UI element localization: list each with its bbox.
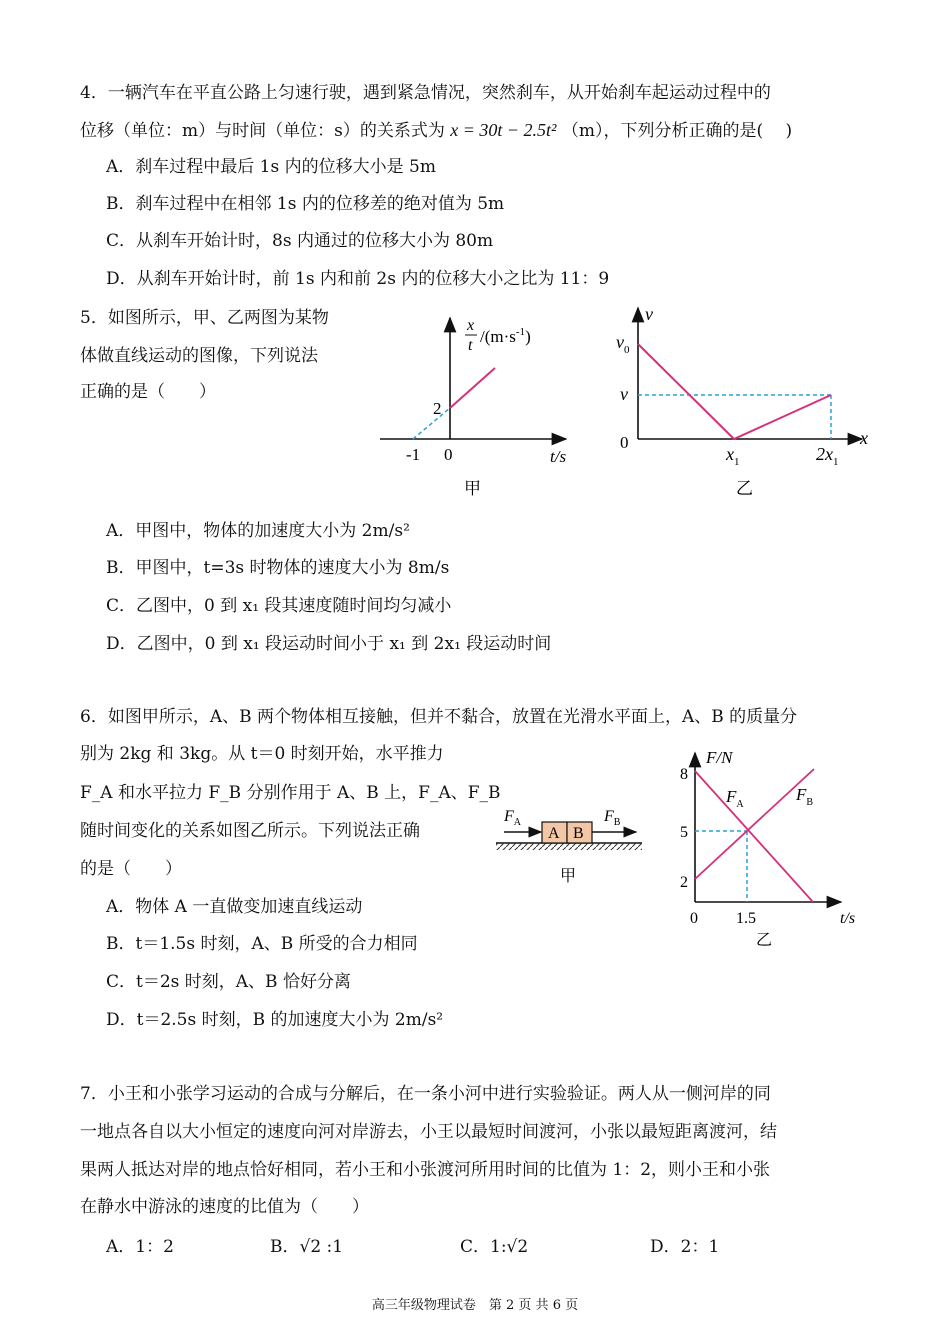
fb-line-label: $F_B$ — [796, 785, 814, 808]
q6-stem-line2: 别为 2kg 和 3kg。从 t＝0 时刻开始，水平推力 — [80, 744, 444, 764]
q7-stem-line3: 果两人抵达对岸的地点恰好相同，若小王和小张渡河所用时间的比值为 1：2，则小王和小张 — [80, 1160, 771, 1180]
q4-formula: x = 30t − 2.5t² — [450, 120, 557, 140]
yi-origin: 0 — [620, 433, 629, 452]
q6-stem-line3: F_A 和水平拉力 F_B 分别作用于 A、B 上，F_A、F_B — [80, 783, 501, 803]
q4-stem-line2 — [80, 119, 792, 142]
jia-dashed-extension — [413, 408, 450, 439]
yi-v-label: v — [620, 384, 628, 404]
f-tick-2: 2 — [680, 874, 688, 891]
q4-option-b: B．刹车过程中在相邻 1s 内的位移差的绝对值为 5m — [106, 194, 505, 214]
yi-x1-label: $x_1$ — [726, 444, 740, 468]
jia-y-unit: $/(m\cdot s^{-1})$ — [480, 326, 531, 346]
yi-v0-label: $v_0$ — [616, 332, 630, 356]
q7-stem-line4: 在静水中游泳的速度的比值为（ ） — [80, 1197, 369, 1217]
jia-caption: 甲 — [464, 479, 481, 498]
q5-figure-jia — [380, 310, 580, 505]
q6-jia-caption: 甲 — [560, 868, 577, 885]
q5-stem-line3: 正确的是（ ） — [80, 382, 216, 402]
yi-line-increasing — [734, 395, 831, 439]
q4-stem-post: （m），下列分析正确的是( ) — [561, 121, 793, 141]
fa-line-label: $F_A$ — [726, 787, 744, 810]
q6-option-c: C．t＝2s 时刻，A、B 恰好分离 — [106, 972, 351, 992]
yi-line-decreasing — [638, 344, 734, 439]
q4-option-a: A．刹车过程中最后 1s 内的位移大小是 5m — [106, 157, 436, 177]
q4-option-d: D．从刹车开始计时，前 1s 内和前 2s 内的位移大小之比为 11：9 — [106, 269, 610, 289]
q5-option-b: B．甲图中，t=3s 时物体的速度大小为 8m/s — [106, 558, 450, 578]
f-y-label: F/N — [706, 748, 733, 767]
jia-x-label: t/s — [550, 447, 567, 466]
q7-stem-line1: 7．小王和小张学习运动的合成与分解后，在一条小河中进行实验验证。两人从一侧河岸的同 — [80, 1084, 771, 1104]
q5-option-a: A．甲图中，物体的加速度大小为 2m/s² — [106, 521, 410, 541]
q6-figure-jia — [494, 805, 649, 890]
f-origin: 0 — [690, 910, 698, 927]
force-a-label: $F_A$ — [504, 808, 522, 828]
q5-stem-line1: 5．如图所示，甲、乙两图为某物 — [80, 308, 329, 328]
q7-stem-line2: 一地点各自以大小恒定的速度向河对岸游去，小王以最短时间渡河，小张以最短距离渡河，结 — [80, 1122, 777, 1142]
q6-option-d: D．t＝2.5s 时刻，B 的加速度大小为 2m/s² — [106, 1010, 444, 1030]
block-b-label: B — [573, 825, 584, 842]
q6-yi-caption: 乙 — [756, 932, 773, 949]
q7-option-c: C．1:√2 — [460, 1237, 529, 1257]
f-tick-5: 5 — [680, 824, 688, 841]
q5-option-c: C．乙图中，0 到 x₁ 段其速度随时间均匀减小 — [106, 596, 452, 616]
yi-y-axis-label: v — [645, 304, 653, 324]
ground-hatch — [496, 843, 642, 850]
q7-option-d: D．2：1 — [650, 1237, 720, 1257]
f-x-label: t/s — [840, 910, 856, 927]
jia-y-den: t — [468, 337, 473, 354]
yi-x-axis-label: x — [860, 428, 868, 448]
force-b-label: $F_B$ — [604, 808, 621, 828]
jia-origin: 0 — [444, 445, 453, 464]
q5-stem-line2: 体做直线运动的图像，下列说法 — [80, 346, 318, 366]
jia-y-num: x — [467, 317, 475, 334]
jia-tick-neg1: -1 — [406, 445, 421, 464]
yi-caption: 乙 — [736, 479, 753, 498]
jia-graph-line — [450, 368, 495, 408]
f-tick-8: 8 — [680, 766, 688, 783]
q6-stem-line1: 6．如图甲所示，A、B 两个物体相互接触，但并不黏合，放置在光滑水平面上，A、B 的质量分 — [80, 707, 798, 727]
q6-figure-yi — [676, 745, 866, 955]
q6-stem-line5: 的是（ ） — [80, 859, 182, 879]
q7-option-a: A．1：2 — [106, 1237, 174, 1257]
jia-tick-2: 2 — [433, 399, 442, 418]
q4-stem-pre: 位移（单位：m）与时间（单位：s）的关系式为 — [80, 121, 445, 141]
f-tick-1-5: 1.5 — [736, 910, 756, 927]
q4-option-c: C．从刹车开始计时，8s 内通过的位移大小为 80m — [106, 231, 494, 251]
q5-figure-yi — [612, 300, 877, 505]
yi-2x1-label: $2x_1$ — [816, 444, 839, 468]
q4-stem-line1: 4．一辆汽车在平直公路上匀速行驶，遇到紧急情况，突然刹车，从开始刹车起运动过程中的 — [80, 83, 771, 103]
q5-option-d: D．乙图中，0 到 x₁ 段运动时间小于 x₁ 到 2x₁ 段运动时间 — [106, 634, 552, 654]
q6-stem-line4: 随时间变化的关系如图乙所示。下列说法正确 — [80, 821, 420, 841]
q6-option-a: A．物体 A 一直做变加速直线运动 — [106, 897, 363, 917]
block-a-label: A — [548, 825, 560, 842]
q7-option-b: B．√2 :1 — [270, 1237, 344, 1257]
q6-option-b: B．t＝1.5s 时刻，A、B 所受的合力相同 — [106, 934, 418, 954]
page-footer: 高三年级物理试卷 第 2 页 共 6 页 — [371, 1298, 579, 1313]
